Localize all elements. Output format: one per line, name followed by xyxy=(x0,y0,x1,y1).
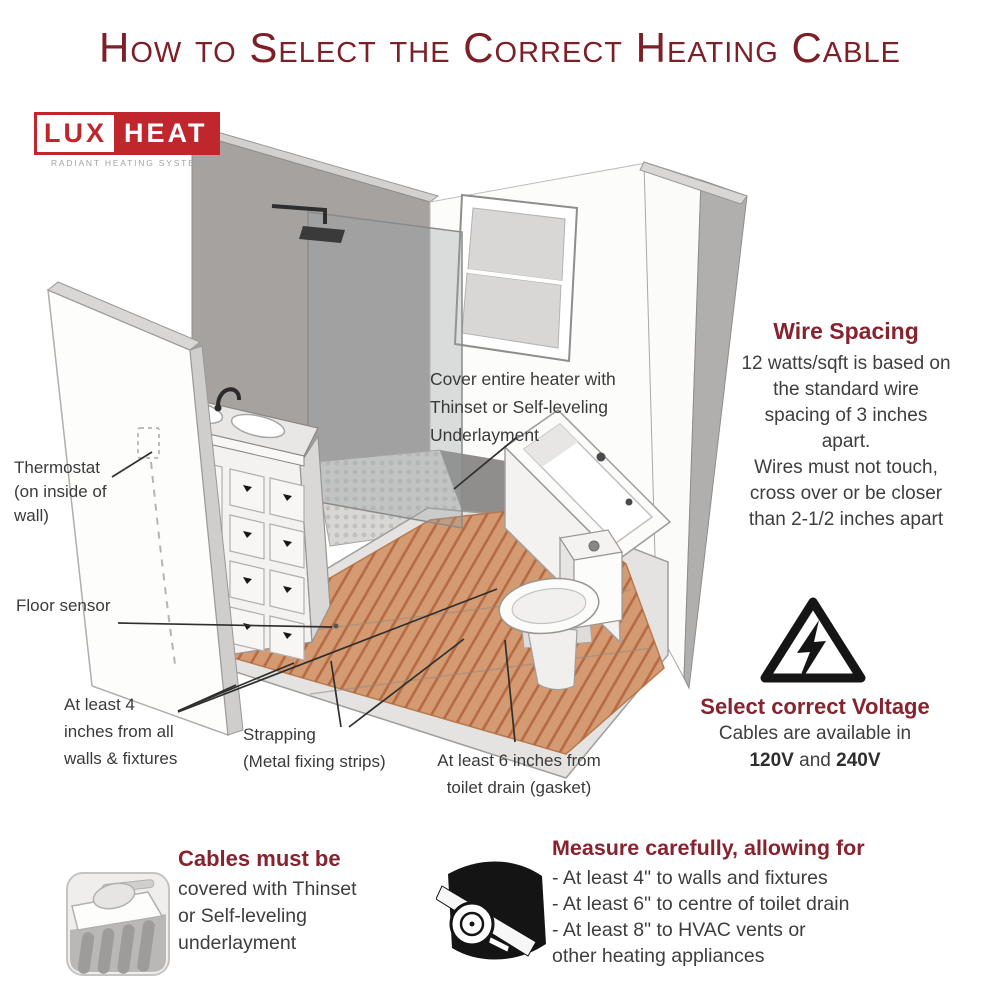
label-strapping: Strapping (Metal fixing strips) xyxy=(243,725,386,771)
window xyxy=(455,195,577,361)
luxheat-logo xyxy=(34,112,224,168)
voltage-heading: Select correct Voltage xyxy=(700,694,930,719)
label-toilet-drain: At least 6 inches from toilet drain (gasket) xyxy=(437,751,601,797)
logo-tagline: RADIANT HEATING SYSTEMS xyxy=(50,158,212,168)
label-floor-sensor: Floor sensor xyxy=(16,596,111,615)
measuring-tape-icon xyxy=(436,852,552,968)
cables-note-section: Cables must be covered with Thinset or Self-leveling underlayment xyxy=(178,846,428,957)
wire-spacing-section: Wire Spacing 12 watts/sqft is based on the standard wire spacing of 3 inches apart. Wires must not touch, cross over or be closer than 2-1/2 inches apart xyxy=(700,318,992,533)
logo-lux: LUX xyxy=(34,112,117,155)
label-clearance-walls: At least 4 inches from all walls & fixtures xyxy=(64,695,178,768)
cables-note-heading: Cables must be xyxy=(178,846,341,871)
measure-note-section: Measure carefully, allowing for - At least 4" to walls and fixtures - At least 6" to centre of toilet drain - At least 8" to HVAC vents or other heating appliances xyxy=(552,836,982,969)
wire-spacing-heading: Wire Spacing xyxy=(773,318,919,344)
voltage-line: Cables are available in xyxy=(718,723,912,744)
thinset-trowel-icon xyxy=(64,870,172,978)
high-voltage-icon xyxy=(656,592,974,688)
label-cover-heater: Cover entire heater with Thinset or Self-leveling Underlayment xyxy=(430,369,616,445)
measure-note-heading: Measure carefully, allowing for xyxy=(552,836,865,860)
page-title: How to Select the Correct Heating Cable xyxy=(99,24,901,71)
voltage-section xyxy=(656,592,974,774)
label-thermostat: Thermostat (on inside of wall) xyxy=(14,458,107,525)
logo-heat: HEAT xyxy=(117,112,220,155)
voltage-values: 120V and 240V xyxy=(749,750,881,771)
floor-sensor-wire xyxy=(334,624,339,629)
